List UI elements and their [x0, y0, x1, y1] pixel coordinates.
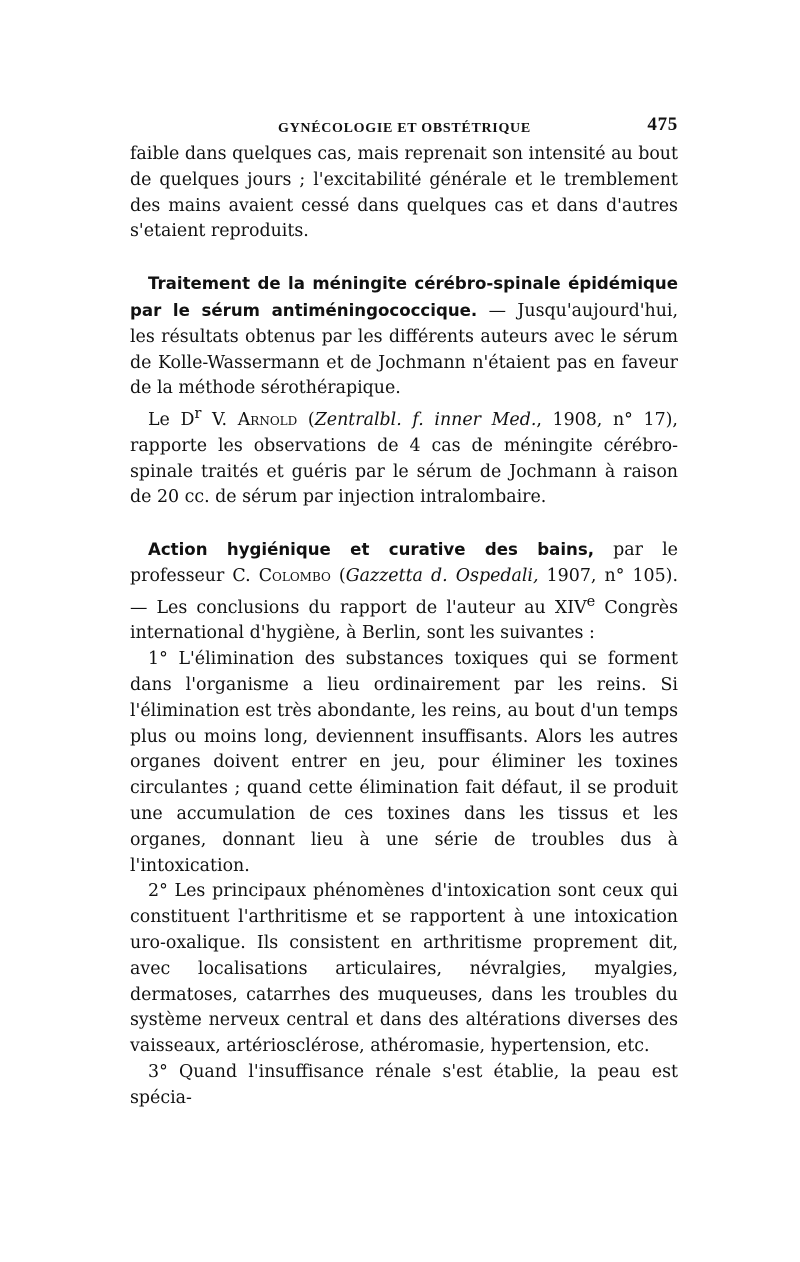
- running-title: GYNÉCOLOGIE ET OBSTÉTRIQUE: [278, 121, 531, 136]
- text-segment: V.: [201, 409, 238, 430]
- text-segment: 1907, n° 105). — Les conclusions du rapport de l'auteur au XIV: [130, 565, 678, 618]
- text-segment: , 1908, n° 17), rapporte les observations de 4 cas de méningite cérébro-spinale traités et guéris par le sérum de Jochmann à raison de 20 cc. de sérum par injection intralombaire.: [130, 409, 678, 508]
- conclusion-3: 3° Quand l'insuffisance rénale s'est établie, la peau est spécia-: [130, 1061, 678, 1108]
- text-segment: par le professeur C.: [130, 540, 678, 586]
- journal-name: Gazzetta d. Ospedali,: [345, 565, 539, 586]
- article-text: — Jusqu'aujourd'hui, les résultats obtenus par les différents auteurs avec le sérum de Kolle-Wassermann et de Jochmann n'étaient pas en faveur de la méthode sérothérapique.: [130, 300, 678, 399]
- author-name: Arnold: [237, 409, 298, 430]
- page-number: 475: [647, 114, 678, 135]
- conclusion-1: 1° L'élimination des substances toxiques qui se forment dans l'organisme a lieu ordinairement par les reins. Si l'élimination est très abondante, les reins, au bout d'un temps plus ou moins long, deviennent insuffisants. Alors les autres organes doivent entrer en jeu, pour éliminer les toxines circulantes ; quand cette élimination fait défaut, il se produit une accumulation de ces toxines dans les tissus et les organes, donnant lieu à une série de troubles dus à l'intoxication.: [130, 649, 678, 876]
- superscript: r: [194, 406, 202, 423]
- paragraph-continuation: faible dans quelques cas, mais reprenait son intensité au bout de quelques jours ; l'excitabilité générale et le tremblement des mains avaient cessé dans quelques cas et dans d'autres s'etaient reproduits.: [130, 144, 678, 242]
- text-segment: (: [330, 565, 346, 586]
- text-segment: Congrès international d'hygiène, à Berlin, sont les suivantes :: [130, 597, 678, 644]
- superscript: e: [586, 593, 596, 610]
- journal-name: Zentralbl. f. inner Med.: [314, 409, 537, 430]
- book-page: [130, 112, 678, 1111]
- conclusion-2: 2° Les principaux phénomènes d'intoxication sont ceux qui constituent l'arthritisme et se rapportent à une intoxication uro-oxalique. Ils consistent en arthritisme proprement dit, avec localisations articulaires, névralgies, myalgies, dermatoses, catarrhes des muqueuses, dans les troubles du système nerveux central et dans des altérations diverses des vaisseaux, artériosclérose, athéromasie, hypertension, etc.: [130, 881, 678, 1057]
- running-head: [130, 112, 678, 142]
- paragraph-arnold: [130, 402, 678, 511]
- article-meningite: [130, 271, 678, 402]
- article-bains: [130, 537, 678, 647]
- author-name: Colombo: [258, 565, 331, 586]
- text-segment: (: [297, 409, 315, 430]
- text-segment: Le D: [148, 409, 195, 430]
- article-title: Traitement de la méningite cérébro-spinale épidémique par le sérum antiméningococcique.: [130, 274, 678, 320]
- article-title: Action hygiénique et curative des bains,: [148, 540, 595, 560]
